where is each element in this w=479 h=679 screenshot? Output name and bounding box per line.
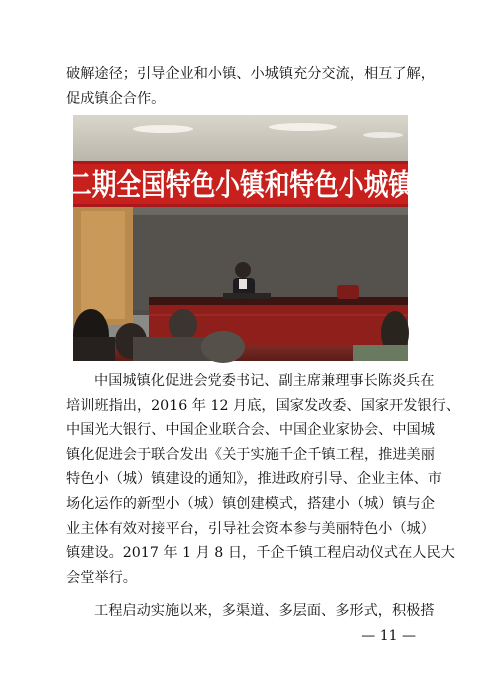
text-line: 镇化促进会于联合发出《关于实施千企千镇工程，推进美丽 xyxy=(66,446,435,463)
text-line: 场化运作的新型小（城）镇创建模式，搭建小（城）镇与企 xyxy=(66,495,435,512)
text-line: 特色小（城）镇建设的通知》，推进政府引导、企业主体、市 xyxy=(66,471,442,488)
text-line: 中国光大银行、中国企业联合会、中国企业家协会、中国城 xyxy=(66,422,435,439)
text-line: 工程启动实施以来，多渠道、多层面、多形式，积极搭 xyxy=(94,603,435,619)
text-line: 业主体有效对接平台，引导社会资本参与美丽特色小（城） xyxy=(66,520,435,537)
paragraph-main xyxy=(66,369,461,590)
text-line: 中国城镇化促进会党委书记、副主席兼理事长陈炎兵在 xyxy=(94,373,435,389)
banner-text: 二期全国特色小镇和特色小城镇 xyxy=(67,168,415,203)
conference-photo xyxy=(67,115,415,361)
text-line: 培训班指出，2016 年 12 月底，国家发改委、国家开发银行、 xyxy=(66,397,461,414)
paragraph-next xyxy=(66,599,435,624)
page-number: — 11 — xyxy=(361,628,416,644)
paragraph-continuation xyxy=(66,62,435,111)
text-line: 会堂举行。 xyxy=(66,569,137,586)
text-line: 破解途径；引导企业和小镇、小城镇充分交流，相互了解， xyxy=(66,66,435,82)
text-line: 镇建设。2017 年 1 月 8 日，千企千镇工程启动仪式在人民大 xyxy=(66,545,455,562)
text-line: 促成镇企合作。 xyxy=(66,90,166,107)
